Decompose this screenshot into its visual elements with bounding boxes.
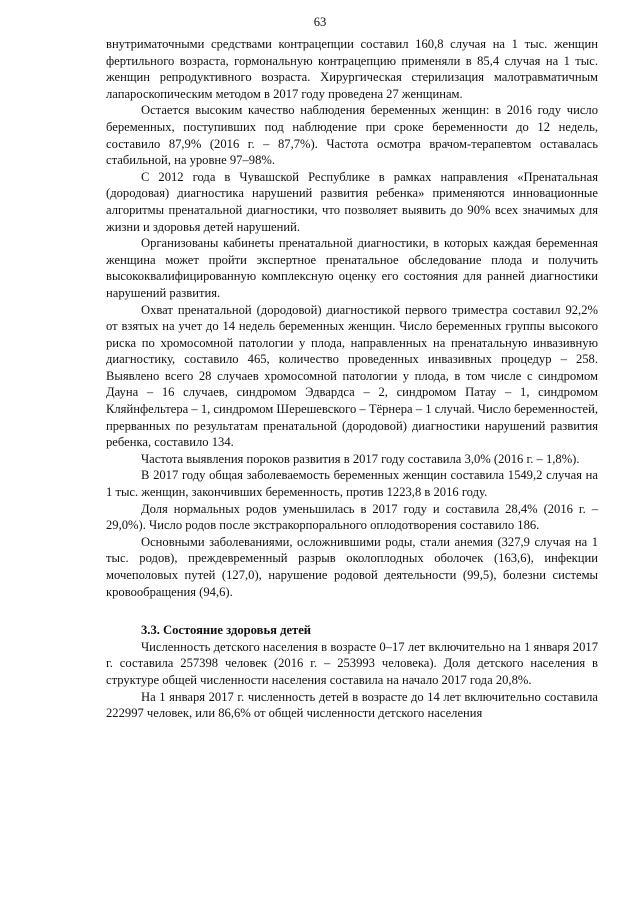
paragraph-child-population: Численность детского населения в возрасте 0–17 лет включительно на 1 января 2017 г. составила 257398 человек (2016 г. – 253993 человека). Доля детского населения в структуре общей численности населения составила на начало 2017 года 20,8%. bbox=[106, 639, 598, 687]
paragraph-birth-complications: Основными заболеваниями, осложнившими роды, стали анемия (327,9 случая на 1 тыс. родов), преждевременный разрыв околоплодных оболочек (163,6), инфекции мочеполовых путей (127,0), нарушение родовой деятельности (99,5), болезни системы кровообращения (94,6). bbox=[106, 534, 598, 599]
paragraph-prenatal-diagnostics-intro: С 2012 года в Чувашской Республике в рамках направления «Пренатальная (дородовая) диагностика нарушений развития ребенка» применяются инновационные алгоритмы пренатальной диагностики, что позволяет выявить до 90% всех значимых для жизни и здоровья детей нарушений. bbox=[106, 169, 598, 234]
section-heading: 3.3. Состояние здоровья детей bbox=[141, 623, 312, 638]
page-number: 63 bbox=[313, 15, 327, 29]
paragraph-malformations-rate: Частота выявления пороков развития в 2017 году составила 3,0% (2016 г. – 1,8%). bbox=[141, 451, 580, 466]
paragraph-children-under-14: На 1 января 2017 г. численность детей в возрасте до 14 лет включительно составила 222997 человек, или 86,6% от общей численности детского населения bbox=[106, 689, 598, 721]
paragraph-prenatal-offices: Организованы кабинеты пренатальной диагностики, в которых каждая беременная женщина может пройти экспертное пренатальное обследование плода и получить высококвалифицированную комплексную оценку его состояния для ранней диагностики нарушений развития. bbox=[106, 236, 598, 300]
paragraph-pregnant-morbidity: В 2017 году общая заболеваемость беременных женщин составила 1549,2 случая на 1 тыс. женщин, закончивших беременность, против 1223,8 в 2016 году. bbox=[106, 468, 598, 500]
paragraph-contraception: внутриматочными средствами контрацепции составил 160,8 случая на 1 тыс. женщин фертильного возраста, гормональную контрацепцию применяли в 85,4 случая на 1 тыс. женщин репродуктивного возраста. Хирургическая стерилизация малотравматичным лапароскопическим методом в 2017 году проведена 27 женщинам. bbox=[106, 37, 598, 101]
body-text bbox=[106, 36, 598, 722]
paragraph-prenatal-coverage: Охват пренатальной (дородовой) диагностикой первого триместра составил 92,2% от взятых на учет до 14 недель беременных женщин. Число беременных группы высокого риска по хромосомной патологии у плода, направленных на пренатальную инвазивную диагностику, составило 465, количество проведенных инвазивных процедур – 258. Выявлено всего 28 случаев хромосомной патологии у плода, в том числе с синдромом Дауна – 16 случаев, синдромом Эдвардса – 2, синдромом Патау – 1, синдромом Кляйнфельтера – 1, синдромом Шерешевского – Тёрнера – 1 случай. Число беременностей, прерванных по результатам пренатальной (дородовой) диагностики нарушений развития ребенка, составило 134. bbox=[106, 302, 598, 450]
paragraph-pregnancy-observation: Остается высоким качество наблюдения беременных женщин: в 2016 году число беременных, поступивших под наблюдение при сроке беременности до 12 недель, составило 87,9% (2016 г. – 87,7%). Частота осмотра врачом-терапевтом оставалась стабильной, на уровне 97–98%. bbox=[106, 103, 598, 168]
paragraph-normal-births: Доля нормальных родов уменьшилась в 2017 году и составила 28,4% (2016 г. – 29,0%). Число родов после экстракорпорального оплодотворения составило 186. bbox=[106, 501, 598, 533]
